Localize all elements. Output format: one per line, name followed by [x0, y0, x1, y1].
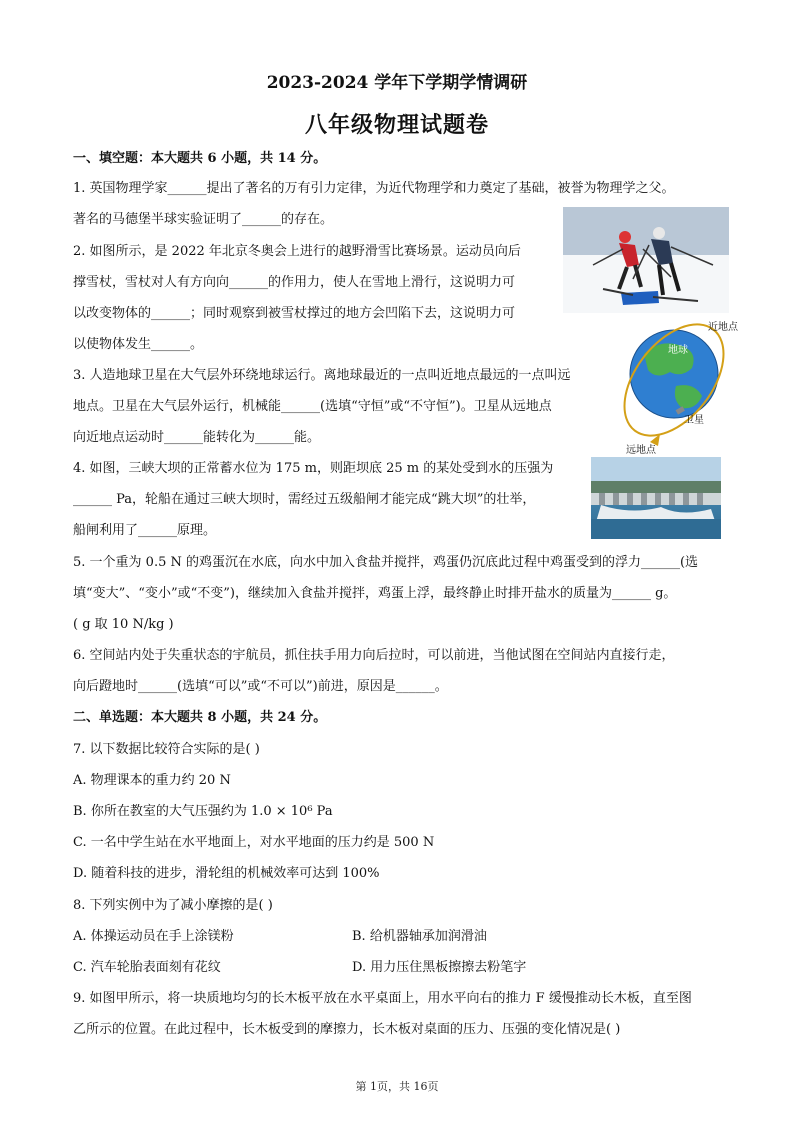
skiing-photo	[563, 207, 729, 313]
question-4-line-1: 4. 如图，三峡大坝的正常蓄水位为 175 m，则距坝底 25 m 的某处受到水的压强为	[73, 461, 554, 476]
question-8-option-a: A. 体操运动员在手上涂镁粉	[73, 929, 234, 944]
question-3-line-1: 3. 人造地球卫星在大气层外环绕地球运行。离地球最近的一点叫近地点最远的一点叫远	[73, 368, 571, 383]
question-7-option-a: A. 物理课本的重力约 20 N	[73, 773, 231, 788]
question-2-line-2: 撑雪杖，雪杖对人有方向向______的作用力，使人在雪地上滑行，这说明力可	[73, 275, 516, 290]
question-5-line-3: ( g 取 10 N/kg )	[73, 617, 174, 632]
question-5-line-1: 5. 一个重为 0.5 N 的鸡蛋沉在水底，向水中加入食盐并搅拌，鸡蛋仍沉底此过程中鸡蛋受到的浮力______(选	[73, 555, 699, 570]
label-satellite: 卫星	[684, 415, 704, 426]
question-4-line-2: ______ Pa，轮船在通过三峡大坝时，需经过五级船闸才能完成“跳大坝”的壮举，	[73, 492, 536, 507]
exam-title: 2023-2024 学年下学期学情调研	[266, 73, 528, 93]
question-7-option-d: D. 随着科技的进步，滑轮组的机械效率可达到 100%	[73, 866, 380, 881]
three-gorges-dam-photo	[591, 457, 721, 539]
question-3-line-3: 向近地点运动时______能转化为______能。	[73, 430, 321, 445]
question-7-stem: 7. 以下数据比较符合实际的是( )	[73, 742, 260, 757]
question-3-line-2: 地点。卫星在大气层外运行，机械能______(选填“守恒”或“不守恒”)。卫星从远地点	[73, 399, 552, 414]
label-earth: 地球	[668, 345, 688, 356]
question-8-option-d: D. 用力压住黑板擦擦去粉笔字	[352, 960, 527, 975]
page-footer: 第 1页，共 16页	[355, 1080, 439, 1093]
question-4-line-3: 船闸利用了______原理。	[73, 523, 217, 538]
question-2-line-3: 以改变物体的______；同时观察到被雪杖撑过的地方会凹陷下去，这说明力可	[73, 306, 516, 321]
label-apogee: 远地点	[626, 445, 656, 456]
section-heading-single-choice: 二、单选题：本大题共 8 小题，共 24 分。	[73, 710, 327, 725]
question-6-line-2: 向后蹬地时______(选填“可以”或“不可以”)前进，原因是______。	[73, 679, 448, 694]
question-9-line-1: 9. 如图甲所示，将一块质地均匀的长木板平放在水平桌面上，用水平向右的推力 F 缓慢推动长木板，直至图	[73, 991, 692, 1006]
exam-subtitle: 八年级物理试题卷	[304, 112, 489, 138]
question-7-option-b: B. 你所在教室的大气压强约为 1.0 × 10⁶ Pa	[73, 804, 333, 819]
question-1-line-1: 1. 英国物理学家______提出了著名的万有引力定律，为近代物理学和力奠定了基础，被誉为物理学之父。	[73, 181, 675, 196]
question-8-option-c: C. 汽车轮胎表面刻有花纹	[73, 960, 221, 975]
satellite-orbit-diagram	[612, 316, 742, 456]
label-perigee: 近地点	[708, 322, 738, 333]
question-5-line-2: 填“变大”、“变小”或“不变”)，继续加入食盐并搅拌，鸡蛋上浮，最终静止时排开盐水的质量为______ g。	[73, 586, 677, 601]
question-2-line-1: 2. 如图所示，是 2022 年北京冬奥会上进行的越野滑雪比赛场景。运动员向后	[73, 244, 521, 259]
question-8-option-b: B. 给机器轴承加润滑油	[352, 929, 487, 944]
question-8-stem: 8. 下列实例中为了减小摩擦的是( )	[73, 898, 273, 913]
question-6-line-1: 6. 空间站内处于失重状态的宇航员，抓住扶手用力向后拉时，可以前进，当他试图在空间站内直接行走，	[73, 648, 675, 663]
section-heading-fill-blank: 一、填空题：本大题共 6 小题，共 14 分。	[73, 151, 327, 166]
question-1-line-2: 著名的马德堡半球实验证明了______的存在。	[73, 212, 334, 227]
question-7-option-c: C. 一名中学生站在水平地面上，对水平地面的压力约是 500 N	[73, 835, 435, 850]
question-2-line-4: 以使物体发生______。	[73, 337, 204, 352]
question-9-line-2: 乙所示的位置。在此过程中，长木板受到的摩擦力，长木板对桌面的压力、压强的变化情况是( )	[73, 1022, 621, 1037]
